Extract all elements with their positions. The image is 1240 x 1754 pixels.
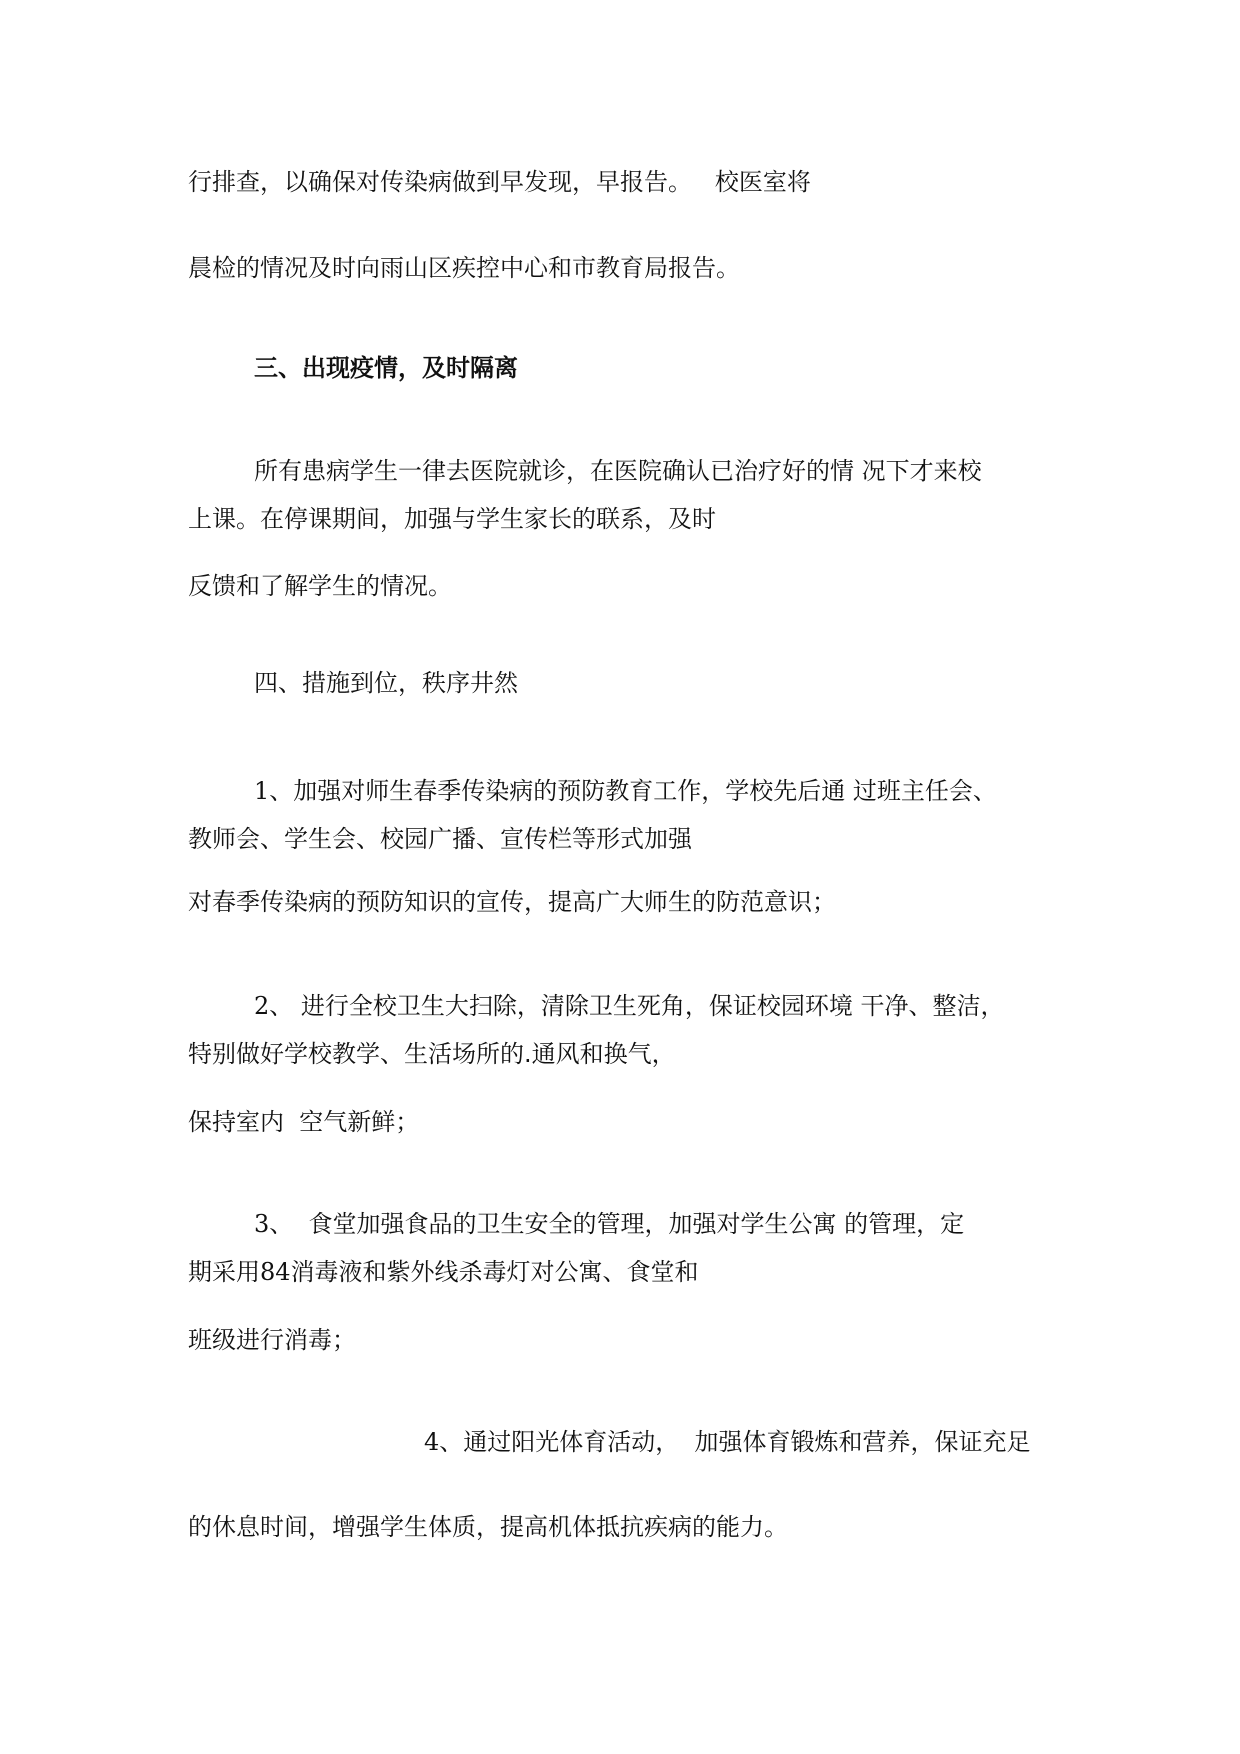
paragraph-line: 保持室内 空气新鲜； <box>188 1108 420 1136</box>
inline-text: 期采用 <box>188 1258 260 1286</box>
paragraph-line: 的休息时间，增强学生体质，提高机体抵抗疾病的能力。 <box>188 1513 788 1541</box>
list-item-3-line <box>254 1208 964 1240</box>
paragraph-line: 上课。在停课期间，加强与学生家长的联系，及时 <box>188 505 716 533</box>
paragraph-line: 教师会、学生会、校园广播、宣传栏等形式加强 <box>188 825 692 853</box>
list-number: 3 <box>254 1210 270 1238</box>
paragraph-line: 特别做好学校教学、生活场所的.通风和换气， <box>188 1040 676 1068</box>
list-text: 、通过阳光体育活动， 加强体育锻炼和营养，保证充足 <box>439 1428 1031 1456</box>
paragraph-line: 所有患病学生一律去医院就诊，在医院确认已治疗好的情 况下才来校 <box>254 457 982 485</box>
list-item-2-line <box>254 990 1005 1022</box>
paragraph-line <box>188 1256 699 1288</box>
paragraph-line: 晨检的情况及时向雨山区疾控中心和市教育局报告。 <box>188 254 740 282</box>
paragraph-line: 行排查，以确保对传染病做到早发现，早报告。 校医室将 <box>188 168 811 196</box>
list-text: 、加强对师生春季传染病的预防教育工作，学校先后通 过班主任会、 <box>269 777 997 805</box>
list-number: 2 <box>254 992 270 1020</box>
list-item-4-line <box>424 1426 1031 1458</box>
list-text: 、 食堂加强食品的卫生安全的管理，加强对学生公寓 的管理，定 <box>269 1210 965 1238</box>
section-heading-4: 四、措施到位，秩序井然 <box>254 669 518 697</box>
list-text: 、 进行全校卫生大扫除，清除卫生死角，保证校园环境 干净、整洁， <box>269 992 1005 1020</box>
list-number: 4 <box>424 1428 440 1456</box>
section-heading-3: 三、出现疫情，及时隔离 <box>254 354 518 382</box>
paragraph-line: 对春季传染病的预防知识的宣传，提高广大师生的防范意识； <box>188 888 836 916</box>
paragraph-line: 班级进行消毒； <box>188 1326 356 1354</box>
list-number: 1 <box>254 777 270 805</box>
inline-number: 84 <box>260 1258 291 1286</box>
list-item-1-line <box>254 775 997 807</box>
paragraph-line: 反馈和了解学生的情况。 <box>188 572 452 600</box>
inline-text: 消毒液和紫外线杀毒灯对公寓、食堂和 <box>290 1258 699 1286</box>
